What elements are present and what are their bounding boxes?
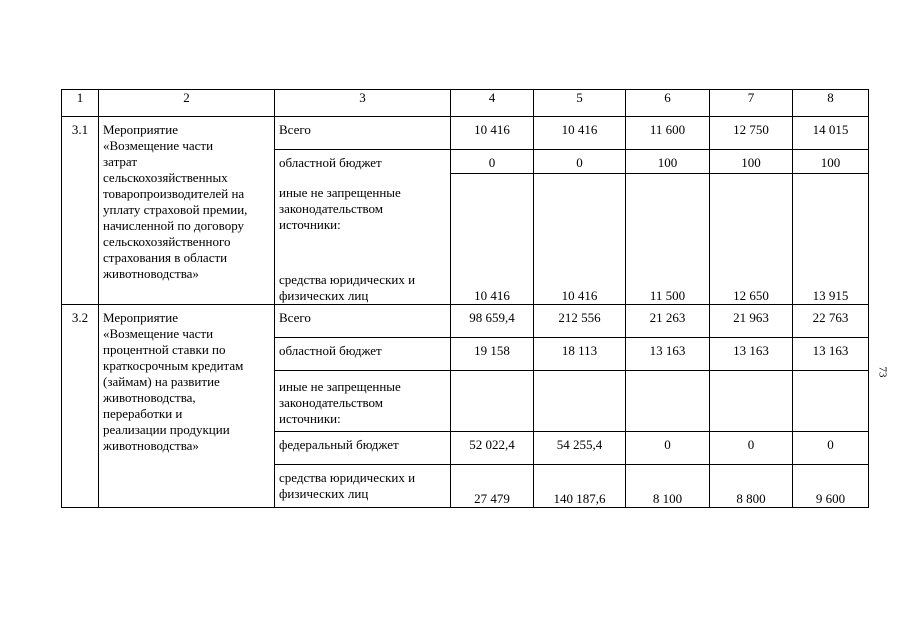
source-label: федеральный бюджет — [275, 432, 451, 465]
value-cell: 0 — [626, 432, 710, 465]
source-label: Всего — [275, 305, 451, 338]
value-cell — [710, 371, 793, 432]
value-cell: 13 163 — [793, 338, 869, 371]
title-line: (займам) на развитие — [103, 374, 220, 389]
budget-table — [61, 89, 869, 508]
value-cell: 18 113 — [534, 338, 626, 371]
title-line: «Возмещение части — [103, 138, 214, 153]
source-label: средства юридических и — [279, 470, 416, 485]
source-label: иные не запрещенные — [279, 185, 401, 200]
source-label: физических лиц — [279, 288, 369, 303]
title-line: животноводства» — [103, 438, 199, 453]
value-cell: 54 255,4 — [534, 432, 626, 465]
title-line: товаропроизводителей на — [103, 186, 245, 201]
value-cell: 52 022,4 — [451, 432, 534, 465]
header-cell: 1 — [62, 90, 99, 117]
value-cell: 13 163 — [710, 338, 793, 371]
row-3-2-total — [62, 305, 869, 338]
source-label: средства юридических и — [279, 272, 416, 287]
value-cell: 10 416 — [451, 173, 534, 304]
source-label: Всего — [275, 117, 451, 150]
title-line: животноводства, — [103, 390, 196, 405]
value-cell — [793, 371, 869, 432]
header-row — [62, 90, 869, 117]
source-group — [275, 371, 451, 432]
source-label: источники: — [279, 217, 341, 232]
value-cell: 19 158 — [451, 338, 534, 371]
value-cell: 0 — [534, 150, 626, 174]
title-line: краткосрочным кредитам — [103, 358, 244, 373]
value-cell: 13 163 — [626, 338, 710, 371]
row-3-1-total — [62, 117, 869, 150]
value-cell: 21 263 — [626, 305, 710, 338]
title-line: процентной ставки по — [103, 342, 226, 357]
value-cell: 100 — [793, 150, 869, 174]
value-cell: 12 750 — [710, 117, 793, 150]
row-number: 3.1 — [62, 117, 99, 305]
page-number: 73 — [876, 366, 889, 378]
title-line: Мероприятие — [103, 122, 178, 137]
value-cell: 11 600 — [626, 117, 710, 150]
header-cell: 5 — [534, 90, 626, 117]
measure-title — [99, 305, 275, 508]
header-cell: 4 — [451, 90, 534, 117]
value-cell: 12 650 — [710, 173, 793, 304]
value-cell: 100 — [626, 150, 710, 174]
value-cell: 8 800 — [710, 465, 793, 508]
title-line: начисленной по договору — [103, 218, 245, 233]
title-line: уплату страховой премии, — [103, 202, 248, 217]
source-label: законодательством — [279, 201, 384, 216]
title-line: сельскохозяйственных — [103, 170, 228, 185]
value-cell: 9 600 — [793, 465, 869, 508]
value-cell: 21 963 — [710, 305, 793, 338]
value-cell: 0 — [710, 432, 793, 465]
title-line: сельскохозяйственного — [103, 234, 231, 249]
value-cell — [451, 371, 534, 432]
header-cell: 6 — [626, 90, 710, 117]
header-cell: 7 — [710, 90, 793, 117]
value-cell: 98 659,4 — [451, 305, 534, 338]
value-cell: 140 187,6 — [534, 465, 626, 508]
title-line: животноводства» — [103, 266, 199, 281]
value-cell: 10 416 — [534, 117, 626, 150]
source-label: иные не запрещенные — [279, 379, 401, 394]
value-cell: 0 — [451, 150, 534, 174]
title-line: затрат — [103, 154, 138, 169]
value-cell: 0 — [793, 432, 869, 465]
row-number: 3.2 — [62, 305, 99, 508]
source-label: физических лиц — [279, 486, 369, 501]
source-label: областной бюджет — [279, 155, 382, 170]
title-line: переработки и — [103, 406, 183, 421]
value-cell: 10 416 — [451, 117, 534, 150]
value-cell: 212 556 — [534, 305, 626, 338]
title-line: Мероприятие — [103, 310, 178, 325]
value-cell: 22 763 — [793, 305, 869, 338]
header-cell: 2 — [99, 90, 275, 117]
header-cell: 3 — [275, 90, 451, 117]
source-label: областной бюджет — [275, 338, 451, 371]
title-line: страхования в области — [103, 250, 228, 265]
source-label: источники: — [279, 411, 341, 426]
value-cell: 100 — [710, 150, 793, 174]
value-cell: 27 479 — [451, 465, 534, 508]
value-cell: 8 100 — [626, 465, 710, 508]
value-cell: 13 915 — [793, 173, 869, 304]
source-group — [275, 150, 451, 305]
source-group — [275, 465, 451, 508]
title-line: «Возмещение части — [103, 326, 214, 341]
header-cell: 8 — [793, 90, 869, 117]
value-cell — [626, 371, 710, 432]
value-cell: 14 015 — [793, 117, 869, 150]
title-line: реализации продукции — [103, 422, 230, 437]
value-cell: 11 500 — [626, 173, 710, 304]
source-label: законодательством — [279, 395, 384, 410]
value-cell: 10 416 — [534, 173, 626, 304]
measure-title — [99, 117, 275, 305]
value-cell — [534, 371, 626, 432]
